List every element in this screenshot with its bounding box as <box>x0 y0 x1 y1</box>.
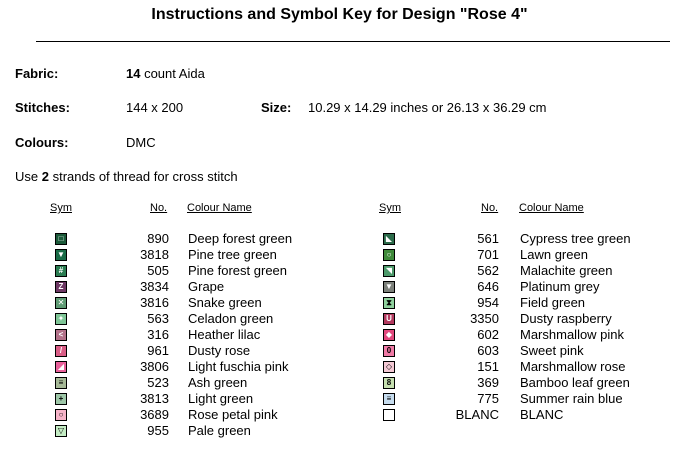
thread-symbol-icon <box>383 409 395 421</box>
colour-name: Pale green <box>188 423 251 438</box>
colour-name: Snake green <box>188 295 262 310</box>
instruction-prefix: Use <box>15 169 42 184</box>
thread-symbol-icon: ◇ <box>383 361 395 373</box>
thread-symbol-icon: ▼ <box>383 281 395 293</box>
thread-symbol-icon: ≡ <box>383 393 395 405</box>
dmc-number: 3689 <box>140 407 169 422</box>
right-key-row <box>0 247 679 263</box>
right-no-header: No. <box>481 202 499 214</box>
size-label: Size: <box>261 100 292 115</box>
colour-name: Light green <box>188 391 254 406</box>
fabric-value <box>126 66 205 81</box>
dmc-number: 775 <box>477 391 499 406</box>
thread-symbol-icon: ✦ <box>55 313 67 325</box>
fabric-count-text: count Aida <box>140 66 205 81</box>
strand-count: 2 <box>41 169 49 184</box>
dmc-number: 603 <box>477 343 499 358</box>
instruction-suffix: strands of thread for cross stitch <box>48 169 238 184</box>
dmc-number: 316 <box>147 327 169 342</box>
colour-name: BLANC <box>520 407 564 422</box>
thread-symbol-icon: ▽ <box>55 425 67 437</box>
right-key-row <box>0 359 679 375</box>
colours-value: DMC <box>126 135 156 150</box>
dmc-number: 3806 <box>140 359 169 374</box>
thread-symbol-icon: 0 <box>383 345 395 357</box>
right-key-row <box>0 343 679 359</box>
colour-name: Sweet pink <box>520 343 584 358</box>
colour-name: Dusty raspberry <box>520 311 612 326</box>
thread-symbol-icon: ○ <box>383 249 395 261</box>
right-key-row <box>0 311 679 327</box>
dmc-number: 3834 <box>140 279 169 294</box>
size-value: 10.29 x 14.29 inches or 26.13 x 36.29 cm <box>308 100 547 115</box>
colour-name: Pine tree green <box>188 247 277 262</box>
right-key-row <box>0 263 679 279</box>
colour-name: Dusty rose <box>188 343 251 358</box>
left-key-row <box>0 423 679 439</box>
colour-name: Lawn green <box>520 247 588 262</box>
dmc-number: 602 <box>477 327 499 342</box>
colour-name: Pine forest green <box>188 263 288 278</box>
strand-instruction <box>15 169 238 184</box>
dmc-number: 890 <box>147 231 169 246</box>
colour-name: Marshmallow pink <box>520 327 625 342</box>
dmc-number: 369 <box>477 375 499 390</box>
right-key-row <box>0 279 679 295</box>
colour-name: Heather lilac <box>188 327 261 342</box>
dmc-number: 646 <box>477 279 499 294</box>
colour-name: Rose petal pink <box>188 407 278 422</box>
thread-symbol-icon: Z <box>55 281 67 293</box>
colour-name: Bamboo leaf green <box>520 375 630 390</box>
thread-symbol-icon: ⧗ <box>383 297 395 309</box>
thread-symbol-icon: ◥ <box>383 265 395 277</box>
thread-symbol-icon: ○ <box>55 409 67 421</box>
thread-symbol-icon: 8 <box>383 377 395 389</box>
colour-name: Marshmallow rose <box>520 359 626 374</box>
colour-name: Light fuschia pink <box>188 359 289 374</box>
colour-name: Cypress tree green <box>520 231 631 246</box>
left-sym-header: Sym <box>50 202 72 214</box>
thread-symbol-icon: ◆ <box>383 329 395 341</box>
dmc-number: 955 <box>147 423 169 438</box>
colour-name: Ash green <box>188 375 248 390</box>
right-key-row <box>0 391 679 407</box>
thread-symbol-icon: + <box>55 393 67 405</box>
colour-name: Summer rain blue <box>520 391 623 406</box>
thread-symbol-icon: < <box>55 329 67 341</box>
dmc-number: 3350 <box>470 311 499 326</box>
thread-symbol-icon: ≡ <box>55 377 67 389</box>
thread-symbol-icon: ✕ <box>55 297 67 309</box>
dmc-number: BLANC <box>455 407 499 422</box>
dmc-number: 523 <box>147 375 169 390</box>
thread-symbol-icon: / <box>55 345 67 357</box>
colour-name: Field green <box>520 295 586 310</box>
dmc-number: 3818 <box>140 247 169 262</box>
title-underline <box>36 41 670 42</box>
right-key-row <box>0 375 679 391</box>
dmc-number: 563 <box>147 311 169 326</box>
right-key-row <box>0 407 679 423</box>
thread-symbol-icon: ◣ <box>383 233 395 245</box>
colours-label: Colours: <box>15 135 69 150</box>
colour-name: Malachite green <box>520 263 613 278</box>
dmc-number: 151 <box>477 359 499 374</box>
thread-symbol-icon: ▼ <box>55 249 67 261</box>
dmc-number: 3816 <box>140 295 169 310</box>
thread-symbol-icon: ◢ <box>55 361 67 373</box>
dmc-number: 561 <box>477 231 499 246</box>
right-key-row <box>0 295 679 311</box>
left-no-header: No. <box>150 202 168 214</box>
right-key-row <box>0 231 679 247</box>
dmc-number: 3813 <box>140 391 169 406</box>
dmc-number: 505 <box>147 263 169 278</box>
dmc-number: 961 <box>147 343 169 358</box>
colour-name: Platinum grey <box>520 279 600 294</box>
thread-symbol-icon: □ <box>55 233 67 245</box>
fabric-count-number: 14 <box>126 66 141 81</box>
colour-name: Grape <box>188 279 225 294</box>
left-name-header: Colour Name <box>187 202 252 214</box>
page-title: Instructions and Symbol Key for Design "Rose 4" <box>151 6 528 23</box>
stitches-label: Stitches: <box>15 100 70 115</box>
dmc-number: 701 <box>477 247 499 262</box>
dmc-number: 954 <box>477 295 499 310</box>
thread-symbol-icon: # <box>55 265 67 277</box>
thread-symbol-icon: U <box>383 313 395 325</box>
right-sym-header: Sym <box>379 202 401 214</box>
right-key-row <box>0 327 679 343</box>
colour-name: Deep forest green <box>188 231 293 246</box>
stitches-value: 144 x 200 <box>126 100 184 115</box>
right-name-header: Colour Name <box>519 202 584 214</box>
dmc-number: 562 <box>477 263 499 278</box>
fabric-label: Fabric: <box>15 66 59 81</box>
colour-name: Celadon green <box>188 311 274 326</box>
